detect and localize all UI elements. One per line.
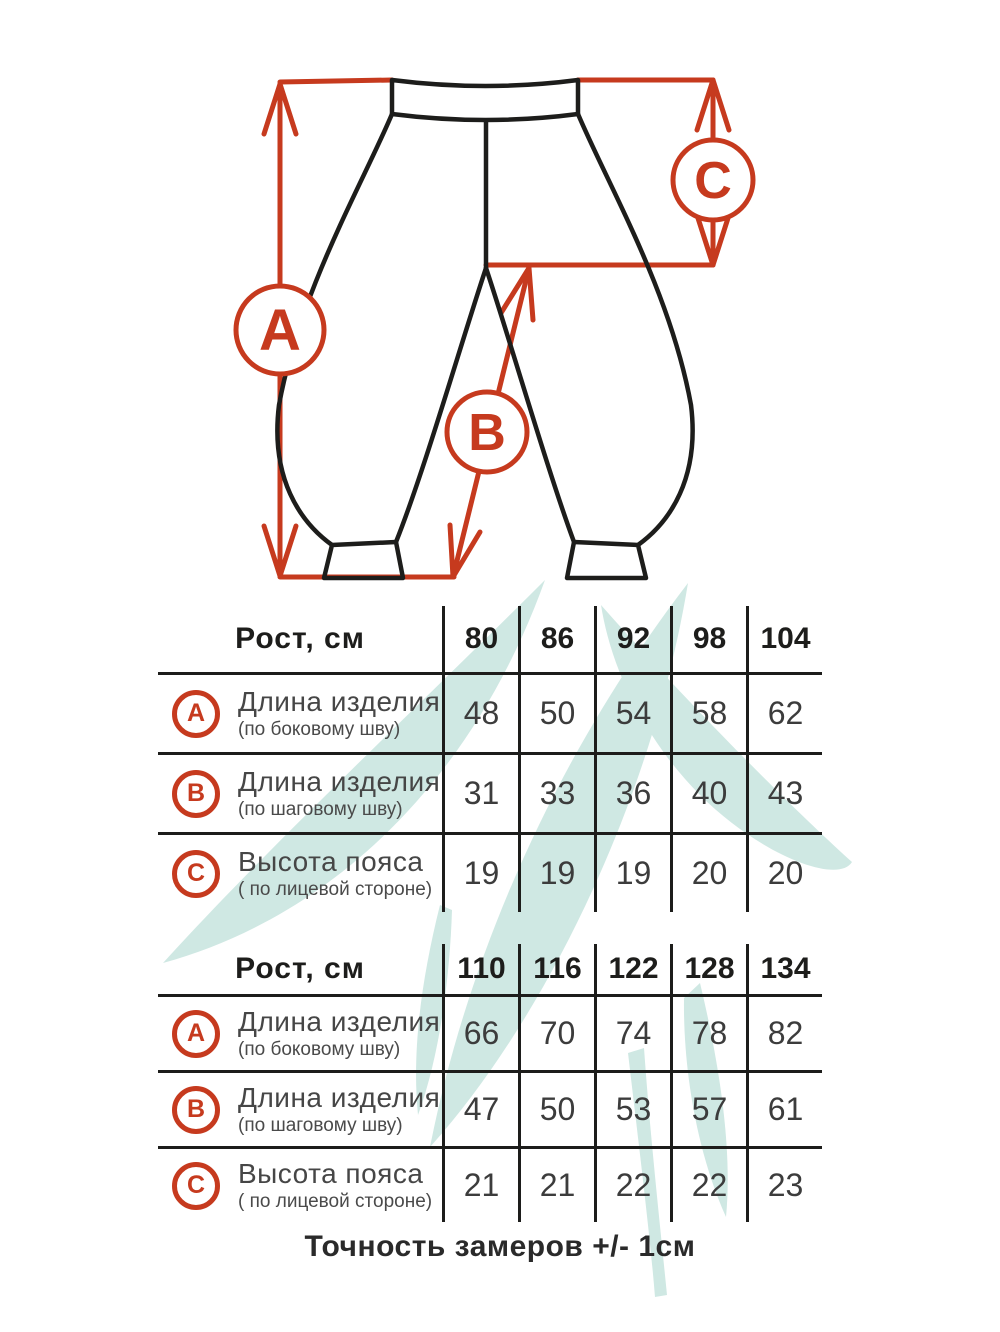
- table1-b-v2: 36: [594, 755, 670, 832]
- table2-size-110: 110: [442, 944, 518, 994]
- table1-header-row: [158, 606, 822, 672]
- row-subtitle: ( по лицевой стороне): [238, 879, 433, 900]
- table2-size-122: 122: [594, 944, 670, 994]
- left-cuff: [324, 542, 403, 578]
- table1-b-v0: 31: [442, 755, 518, 832]
- letter-badge-b: B: [172, 770, 220, 818]
- table1-b-v3: 40: [670, 755, 746, 832]
- table2-c-v3: 22: [670, 1149, 746, 1222]
- right-cuff: [567, 542, 646, 578]
- row-subtitle: (по боковому шву): [238, 1039, 401, 1060]
- table1-size-104: 104: [746, 606, 822, 672]
- table1-a-v1: 50: [518, 675, 594, 752]
- table1-row-c-label: [158, 835, 442, 912]
- waistband: [392, 80, 578, 120]
- trousers-diagram: [0, 0, 1000, 600]
- table1-a-v3: 58: [670, 675, 746, 752]
- row-label-text: [238, 686, 440, 741]
- row-title: Высота пояса: [238, 846, 424, 877]
- table1-row-c: [158, 832, 822, 912]
- size-table-80-104: [158, 606, 822, 912]
- letter-badge-a: A: [172, 690, 220, 738]
- table2-a-v1: 70: [518, 997, 594, 1070]
- row-subtitle: (по шаговому шву): [238, 1115, 403, 1136]
- table1-c-v4: 20: [746, 835, 822, 912]
- measurement-arrows: [264, 80, 729, 577]
- row-label-text: [238, 766, 440, 821]
- row-title: Высота пояса: [238, 1158, 424, 1189]
- diagram-letter-badges: [236, 140, 753, 472]
- table2-size-134: 134: [746, 944, 822, 994]
- table2-a-v0: 66: [442, 997, 518, 1070]
- table2-row-a: [158, 994, 822, 1070]
- table2-c-v1: 21: [518, 1149, 594, 1222]
- row-subtitle: ( по лицевой стороне): [238, 1191, 433, 1212]
- table2-row-c-label: [158, 1149, 442, 1222]
- table2-row-c: [158, 1146, 822, 1222]
- letter-badge-c: C: [172, 850, 220, 898]
- table1-c-v1: 19: [518, 835, 594, 912]
- table2-size-116: 116: [518, 944, 594, 994]
- table2-b-v3: 57: [670, 1073, 746, 1146]
- table1-a-v4: 62: [746, 675, 822, 752]
- table1-row-b-label: [158, 755, 442, 832]
- letter-badge-b: B: [172, 1086, 220, 1134]
- letter-badge-c: C: [172, 1162, 220, 1210]
- row-title: Длина изделия: [238, 686, 441, 717]
- table2-b-v1: 50: [518, 1073, 594, 1146]
- table1-c-v2: 19: [594, 835, 670, 912]
- table1-c-v0: 19: [442, 835, 518, 912]
- letter-b: B: [468, 404, 506, 462]
- row-title: Длина изделия: [238, 1082, 441, 1113]
- letter-badge-a: A: [172, 1010, 220, 1058]
- table1-b-v4: 43: [746, 755, 822, 832]
- row-subtitle: (по шаговому шву): [238, 799, 403, 820]
- table1-row-a: [158, 672, 822, 752]
- table1-a-v2: 54: [594, 675, 670, 752]
- table2-c-v2: 22: [594, 1149, 670, 1222]
- table1-size-80: 80: [442, 606, 518, 672]
- accuracy-note: Точность замеров +/- 1см: [304, 1230, 696, 1263]
- row-label-text: [238, 1082, 440, 1137]
- table2-a-v4: 82: [746, 997, 822, 1070]
- table2-row-b-label: [158, 1073, 442, 1146]
- size-table-110-134: [158, 944, 822, 1222]
- table2-c-v0: 21: [442, 1149, 518, 1222]
- table2-a-v2: 74: [594, 997, 670, 1070]
- table1-size-86: 86: [518, 606, 594, 672]
- table1-size-98: 98: [670, 606, 746, 672]
- table2-b-v0: 47: [442, 1073, 518, 1146]
- table2-a-v3: 78: [670, 997, 746, 1070]
- trousers-outline: [277, 80, 692, 578]
- table1-c-v3: 20: [670, 835, 746, 912]
- table2-c-v4: 23: [746, 1149, 822, 1222]
- table1-a-v0: 48: [442, 675, 518, 752]
- table2-row-a-label: [158, 997, 442, 1070]
- table2-b-v4: 61: [746, 1073, 822, 1146]
- table2-size-128: 128: [670, 944, 746, 994]
- letter-a: A: [259, 298, 301, 363]
- table1-row-a-label: [158, 675, 442, 752]
- table2-b-v2: 53: [594, 1073, 670, 1146]
- row-label-text: [238, 1006, 440, 1061]
- row-subtitle: (по боковому шву): [238, 719, 401, 740]
- table2-row-b: [158, 1070, 822, 1146]
- table2-header-label: Рост, см: [235, 952, 365, 985]
- table2-header-row: [158, 944, 822, 994]
- table1-row-b: [158, 752, 822, 832]
- table1-size-92: 92: [594, 606, 670, 672]
- row-title: Длина изделия: [238, 766, 441, 797]
- table1-header-label: Рост, см: [235, 622, 365, 655]
- row-label-text: [238, 1158, 432, 1213]
- table1-b-v1: 33: [518, 755, 594, 832]
- row-label-text: [238, 846, 432, 901]
- row-title: Длина изделия: [238, 1006, 441, 1037]
- letter-c: C: [694, 152, 732, 210]
